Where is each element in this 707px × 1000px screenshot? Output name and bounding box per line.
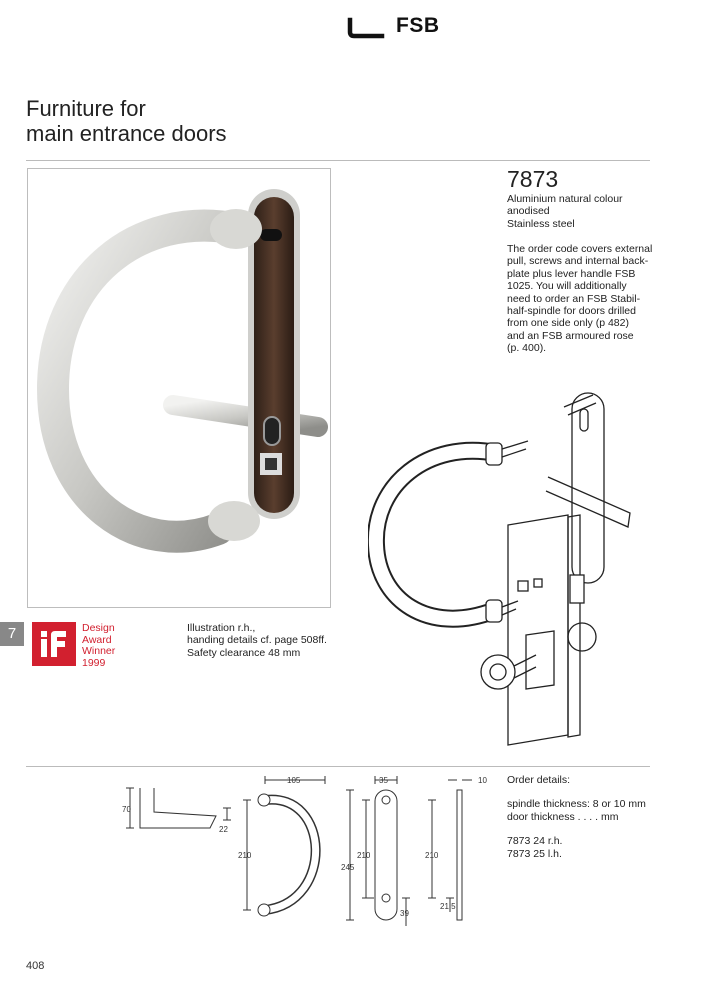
description-line: half-spindle for doors drilled — [507, 305, 636, 318]
brand-name: FSB — [396, 14, 440, 37]
order-heading: Order details: — [507, 774, 571, 786]
page-number: 408 — [26, 960, 45, 972]
dim-plate-center: 210 — [357, 851, 371, 860]
lever-drawing — [126, 788, 231, 828]
dim-side-offset: 21,5 — [440, 902, 456, 911]
dim-pull-height: 210 — [238, 851, 252, 860]
caption-line: Safety clearance 48 mm — [187, 646, 301, 659]
dim-pull-width: 105 — [287, 776, 301, 785]
dim-plate-bottom: 39 — [400, 909, 409, 918]
title-line-2: main entrance doors — [26, 121, 227, 146]
description-line: 1025. You will additionally — [507, 280, 627, 293]
product-finishes — [507, 193, 623, 230]
product-photo — [27, 168, 331, 608]
title-line-1: Furniture for — [26, 96, 146, 121]
finish-line: Stainless steel — [507, 217, 575, 230]
backplate-drawing — [346, 776, 410, 926]
finish-line: anodised — [507, 205, 550, 218]
exploded-assembly-drawing — [368, 385, 658, 750]
dim-plate-height: 245 — [341, 863, 355, 872]
order-code: 7873 25 l.h. — [507, 847, 562, 860]
pull-drawing — [243, 776, 325, 916]
description-line: from one side only (p 482) — [507, 317, 629, 330]
award-line: Design — [82, 622, 115, 634]
award-line: Award — [82, 633, 112, 646]
award-line: Winner — [82, 645, 116, 657]
order-line: spindle thickness: 8 or 10 mm — [507, 798, 646, 811]
order-code: 7873 24 r.h. — [507, 835, 563, 848]
dim-lever-height: 70 — [122, 805, 131, 814]
description-line: plate plus lever handle FSB — [507, 267, 636, 280]
if-award-logo — [32, 622, 76, 666]
side-view-drawing — [428, 780, 472, 920]
dim-lever-thickness: 22 — [219, 825, 228, 834]
page-title — [26, 96, 227, 146]
title-divider — [26, 160, 650, 161]
description-line: pull, screws and internal back- — [507, 255, 649, 268]
dimension-drawings — [110, 772, 500, 947]
dim-plate-width: 35 — [379, 776, 388, 785]
order-details — [507, 774, 646, 860]
award-text — [82, 623, 115, 669]
chapter-tab: 7 — [0, 622, 24, 646]
product-description — [507, 243, 657, 355]
order-line: door thickness . . . . mm — [507, 810, 619, 823]
description-line: and an FSB armoured rose — [507, 329, 634, 342]
description-line: need to order an FSB Stabil- — [507, 292, 641, 305]
dim-side-height: 210 — [425, 851, 439, 860]
brand-logo — [346, 12, 466, 40]
caption-line: Illustration r.h., — [187, 622, 256, 634]
finish-line: Aluminium natural colour — [507, 193, 623, 205]
dim-side-width: 10 — [478, 776, 487, 785]
fsb-handle-icon — [346, 12, 386, 40]
description-line: (p. 400). — [507, 342, 547, 355]
description-line: The order code covers external — [507, 243, 653, 255]
award-line: 1999 — [82, 656, 106, 669]
product-model: 7873 — [507, 166, 559, 192]
caption-line: handing details cf. page 508ff. — [187, 634, 327, 647]
dimensions-divider — [26, 766, 650, 767]
illustration-caption — [187, 622, 327, 659]
